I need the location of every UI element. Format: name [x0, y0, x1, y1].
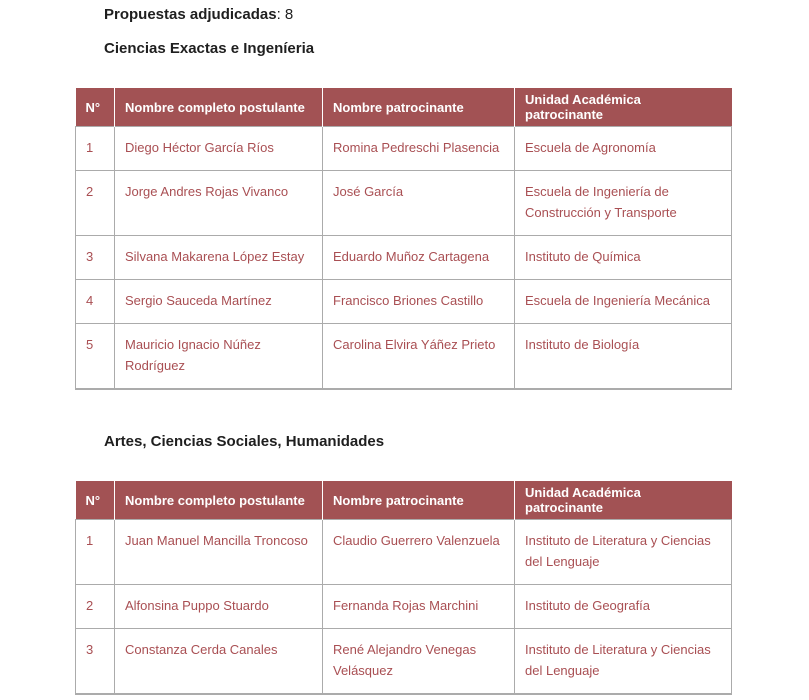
cell-postulante: Mauricio Ignacio Núñez Rodríguez: [115, 324, 323, 390]
cell-patrocinante: Eduardo Muñoz Cartagena: [323, 236, 515, 280]
cell-patrocinante: René Alejandro Venegas Velásquez: [323, 629, 515, 695]
cell-unidad: Escuela de Ingeniería de Construcción y Transporte: [515, 171, 732, 236]
page-title-count: : 8: [276, 6, 294, 23]
table-row: [76, 236, 732, 280]
cell-numero: 5: [76, 324, 115, 390]
cell-unidad: Escuela de Agronomía: [515, 127, 732, 171]
column-header-postulante: Nombre completo postulante: [115, 88, 323, 127]
table-row: [76, 324, 732, 390]
cell-postulante: Juan Manuel Mancilla Troncoso: [115, 520, 323, 585]
cell-postulante: Constanza Cerda Canales: [115, 629, 323, 695]
cell-numero: 3: [76, 629, 115, 695]
cell-unidad: Instituto de Literatura y Ciencias del Lenguaje: [515, 629, 732, 695]
column-header-postulante: Nombre completo postulante: [115, 481, 323, 520]
cell-numero: 2: [76, 171, 115, 236]
cell-patrocinante: Francisco Briones Castillo: [323, 280, 515, 324]
table-row: [76, 171, 732, 236]
page-title-label: Propuestas adjudicadas: [104, 6, 277, 23]
cell-patrocinante: Fernanda Rojas Marchini: [323, 585, 515, 629]
column-header-patrocinante: Nombre patrocinante: [323, 481, 515, 520]
column-header-numero: N°: [76, 481, 115, 520]
table-header-row: [76, 88, 732, 127]
cell-postulante: Diego Héctor García Ríos: [115, 127, 323, 171]
table-row: [76, 585, 732, 629]
cell-numero: 3: [76, 236, 115, 280]
column-header-unidad: Unidad Académica patrocinante: [515, 481, 732, 520]
cell-numero: 1: [76, 127, 115, 171]
table-artes: [75, 481, 732, 695]
cell-numero: 4: [76, 280, 115, 324]
cell-unidad: Instituto de Química: [515, 236, 732, 280]
cell-postulante: Silvana Makarena López Estay: [115, 236, 323, 280]
cell-numero: 2: [76, 585, 115, 629]
table-row: [76, 629, 732, 695]
cell-postulante: Alfonsina Puppo Stuardo: [115, 585, 323, 629]
cell-patrocinante: Carolina Elvira Yáñez Prieto: [323, 324, 515, 390]
cell-patrocinante: Claudio Guerrero Valenzuela: [323, 520, 515, 585]
cell-unidad: Escuela de Ingeniería Mecánica: [515, 280, 732, 324]
column-header-unidad: Unidad Académica patrocinante: [515, 88, 732, 127]
cell-numero: 1: [76, 520, 115, 585]
table-row: [76, 520, 732, 585]
section-heading-artes: Artes, Ciencias Sociales, Humanidades: [104, 433, 385, 450]
section-heading-ciencias: Ciencias Exactas e Ingeníeria: [104, 40, 315, 57]
table-ciencias: [75, 88, 732, 390]
table-row: [76, 127, 732, 171]
column-header-numero: N°: [76, 88, 115, 127]
cell-postulante: Sergio Sauceda Martínez: [115, 280, 323, 324]
cell-unidad: Instituto de Biología: [515, 324, 732, 390]
cell-patrocinante: José García: [323, 171, 515, 236]
column-header-patrocinante: Nombre patrocinante: [323, 88, 515, 127]
page-title: [104, 5, 293, 24]
cell-patrocinante: Romina Pedreschi Plasencia: [323, 127, 515, 171]
cell-unidad: Instituto de Literatura y Ciencias del Lenguaje: [515, 520, 732, 585]
table-header-row: [76, 481, 732, 520]
cell-unidad: Instituto de Geografía: [515, 585, 732, 629]
table-row: [76, 280, 732, 324]
cell-postulante: Jorge Andres Rojas Vivanco: [115, 171, 323, 236]
